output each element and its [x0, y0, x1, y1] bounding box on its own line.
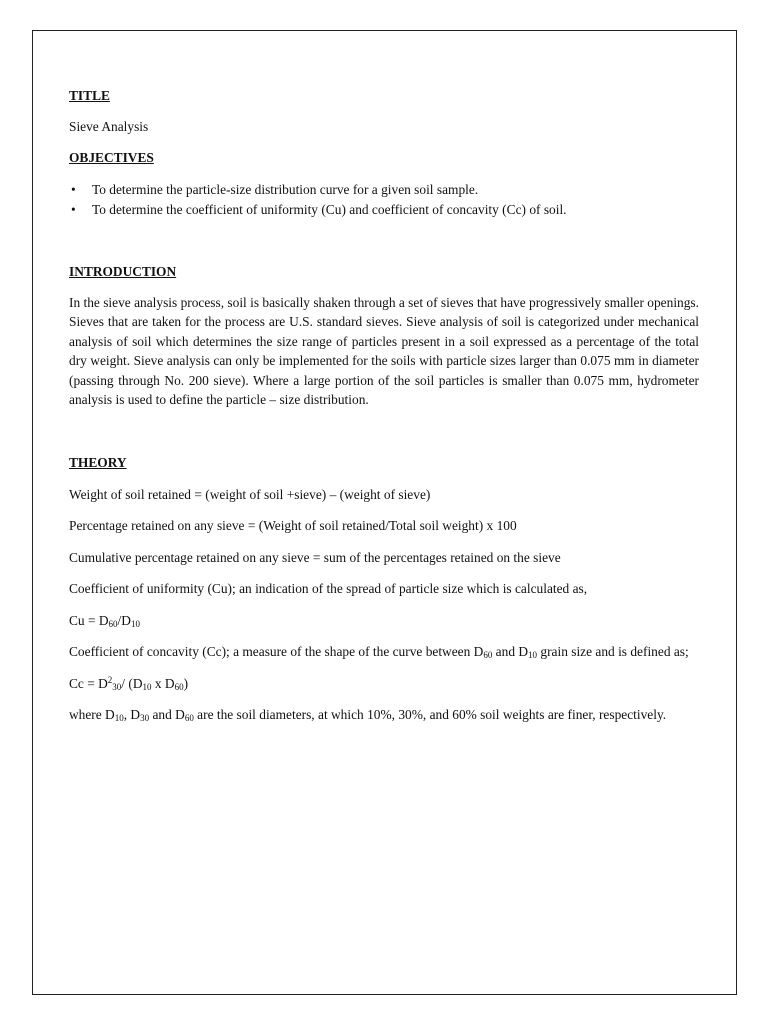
objectives-list [69, 180, 699, 220]
introduction-paragraph: In the sieve analysis process, soil is basically shaken through a set of sieves that have progressively smaller openings. Sieves that are taken for the process are U.S. standard sieves. Sieve analysis of soil is categorized under mechanical analysis of soil which determines the size range of particles present in a soil expressed as a percentage of the total dry weight. Sieve analysis can only be implemented for the soils with particle sizes larger than 0.075 mm in diameter (passing through No. 200 sieve). Where a large portion of the soil particles is smaller than 0.075 mm, hydrometer analysis is used to define the particle – size distribution. [69, 294, 699, 407]
cumulative-retained-formula: Cumulative percentage retained on any sieve = sum of the percentages retained on the sieve [69, 549, 561, 565]
theory-heading: THEORY [69, 454, 127, 470]
objective-item: • To determine the coefficient of uniformity (Cu) and coefficient of concavity (Cc) of soil. [69, 200, 699, 220]
objectives-heading: OBJECTIVES [69, 149, 154, 165]
percentage-retained-formula: Percentage retained on any sieve = (Weight of soil retained/Total soil weight) x 100 [69, 518, 517, 533]
cc-formula: $Cc = D^2_{30}/$ ($D_{10}$ x $D_{60}$) [69, 674, 189, 692]
cu-definition: Coefficient of uniformity (Cu); an indication of the spread of particle size which is calculated as, [69, 581, 588, 596]
introduction-heading: INTRODUCTION [69, 263, 177, 279]
document-body [69, 86, 699, 725]
cc-definition: Coefficient of concavity (Cc); a measure of the shape of the curve between $D_{60}$ and $D_{10}$ grain size and is defined as; [69, 644, 689, 660]
document-title: Sieve Analysis [69, 119, 149, 134]
weight-retained-formula: Weight of soil retained = (weight of soil +sieve) – (weight of sieve) [69, 486, 431, 502]
title-heading: TITLE [69, 88, 110, 103]
objective-item: • To determine the particle-size distribution curve for a given soil sample. [69, 180, 699, 200]
diameter-note: where $D_{10}$, $D_{30}$ and $D_{60}$ are the soil diameters, at which 10%, 30%, and 60% soil weights are finer, respectively. [69, 707, 667, 723]
cu-formula: $Cu = D_{60}/D_{10}$ [69, 612, 140, 629]
